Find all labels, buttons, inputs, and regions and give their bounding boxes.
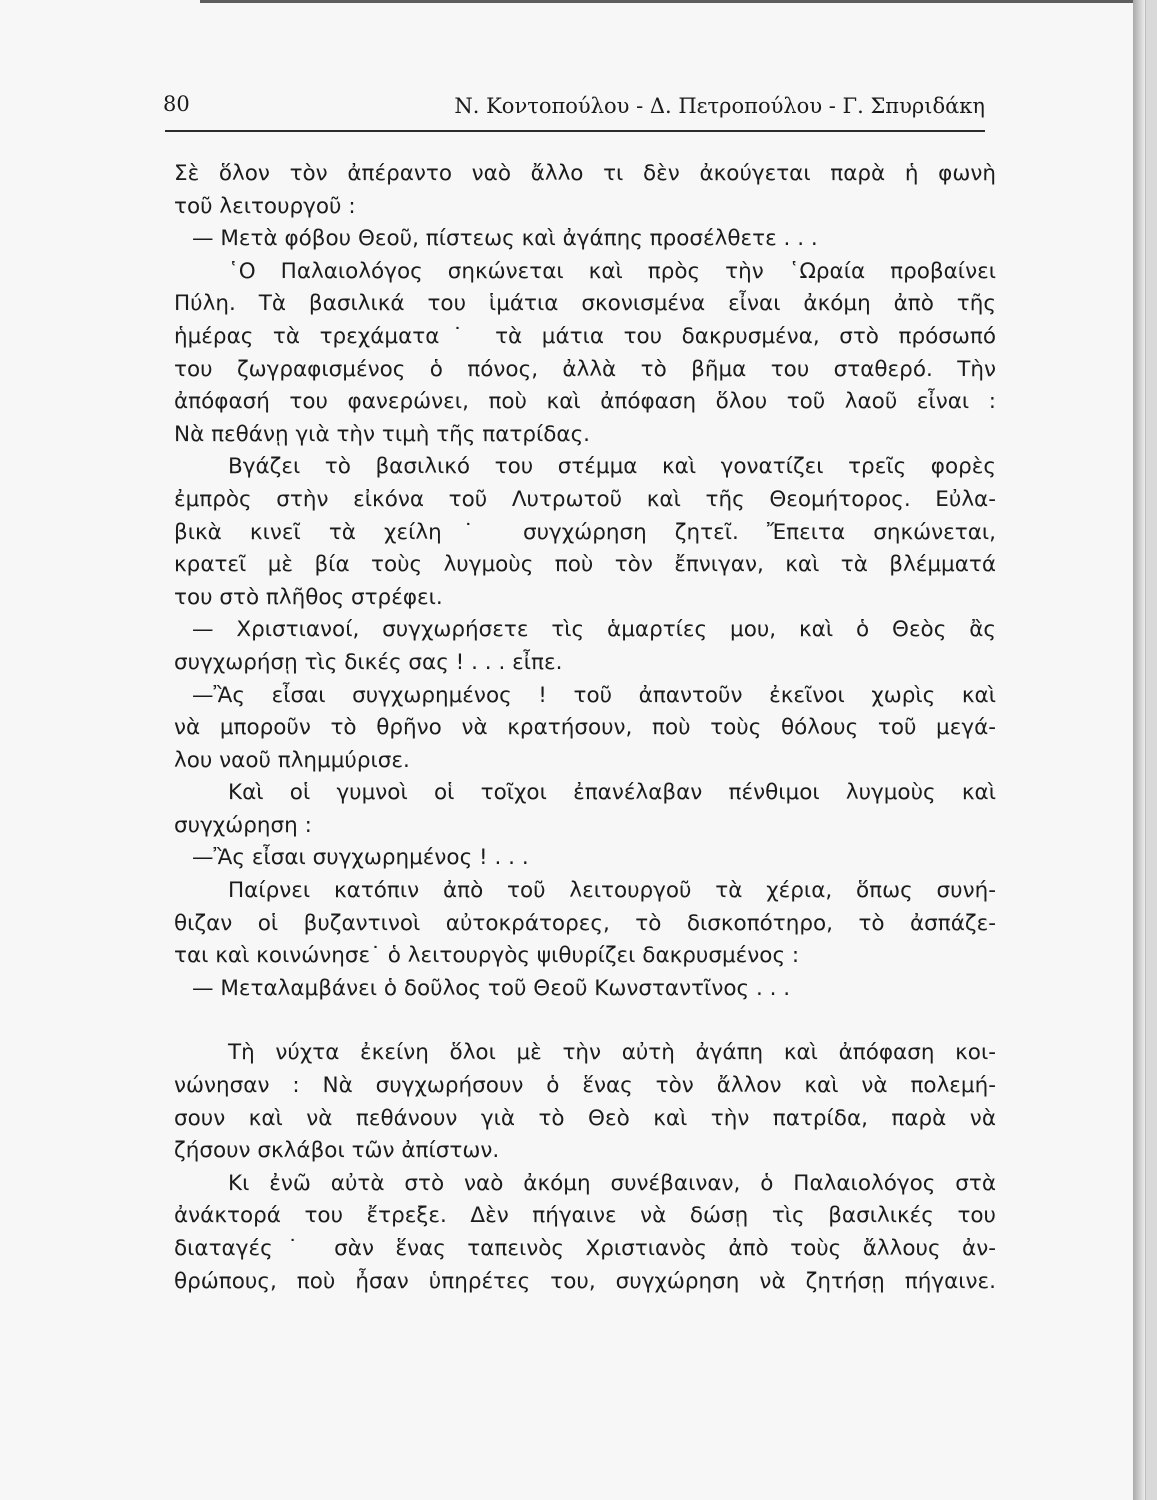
text-line: σουν καὶ νὰ πεθάνουν γιὰ τὸ Θεὸ καὶ τὴν πατρίδα, παρὰ νὰ <box>174 1105 996 1131</box>
text-line: Σὲ ὅλον τὸν ἀπέραντο ναὸ ἄλλο τι δὲν ἀκούγεται παρὰ ἡ φωνὴ <box>174 161 996 186</box>
header-rule <box>165 130 985 132</box>
text-line: του ζωγραφισμένος ὁ πόνος, ἀλλὰ τὸ βῆμα του σταθερό. Τὴν <box>174 356 996 382</box>
text-line: συγχώρηση : <box>174 812 312 838</box>
text-line: —Ἂς εἶσαι συγχωρημένος ! τοῦ ἀπαντοῦν ἐκεῖνοι χωρὶς καὶ <box>192 682 996 708</box>
text-line: — Μεταλαμβάνει ὁ δοῦλος τοῦ Θεοῦ Κωνσταντῖνος . . . <box>192 975 791 1001</box>
text-line: κρατεῖ μὲ βία τοὺς λυγμοὺς ποὺ τὸν ἔπνιγαν, καὶ τὰ βλέμματά <box>174 552 996 578</box>
text-line: διαταγές˙ σὰν ἕνας ταπεινὸς Χριστιανὸς ἀπὸ τοὺς ἄλλους ἀν- <box>174 1236 996 1261</box>
text-line: ῾Ο Παλαιολόγος σηκώνεται καὶ πρὸς τὴν ῾Ωραία προβαίνει <box>228 258 996 284</box>
text-line: τοῦ λειτουργοῦ : <box>174 193 356 219</box>
text-line: ἡμέρας τὰ τρεχάματα˙ τὰ μάτια του δακρυσμένα, στὸ πρόσωπό <box>174 323 996 349</box>
body-text <box>174 158 996 1298</box>
text-line: συγχωρήσῃ τὶς δικές σας ! . . . εἶπε. <box>174 649 563 675</box>
text-line: ται καὶ κοινώνησε˙ ὁ λειτουργὸς ψιθυρίζει δακρυσμένος : <box>174 943 800 969</box>
text-line: βικὰ κινεῖ τὰ χείλη˙ συγχώρηση ζητεῖ. Ἔπειτα σηκώνεται, <box>174 519 996 545</box>
text-line: — Χριστιανοί, συγχωρήσετε τὶς ἁμαρτίες μου, καὶ ὁ Θεὸς ἂς <box>192 617 996 643</box>
text-line: —Ἂς εἶσαι συγχωρημένος ! . . . <box>192 845 529 871</box>
text-line: Παίρνει κατόπιν ἀπὸ τοῦ λειτουργοῦ τὰ χέρια, ὅπως συνή- <box>228 878 996 904</box>
page-binding-edge <box>1133 0 1145 1500</box>
text-line: Νὰ πεθάνῃ γιὰ τὴν τιμὴ τῆς πατρίδας. <box>174 421 591 447</box>
text-line: — Μετὰ φόβου Θεοῦ, πίστεως καὶ ἀγάπης προσέλθετε . . . <box>192 226 818 252</box>
text-line: Βγάζει τὸ βασιλικό του στέμμα καὶ γονατίζει τρεῖς φορὲς <box>228 454 996 480</box>
text-line: Καὶ οἱ γυμνοὶ οἱ τοῖχοι ἐπανέλαβαν πένθιμοι λυγμοὺς καὶ <box>228 780 996 806</box>
running-head: Ν. Κοντοπούλου - Δ. Πετροπούλου - Γ. Σπυριδάκη <box>454 94 985 118</box>
text-line: ἐμπρὸς στὴν εἰκόνα τοῦ Λυτρωτοῦ καὶ τῆς Θεομήτορος. Εὐλα- <box>174 486 996 512</box>
text-line: νὰ μποροῦν τὸ θρῆνο νὰ κρατήσουν, ποὺ τοὺς θόλους τοῦ μεγά- <box>174 715 996 741</box>
text-line: Πύλη. Τὰ βασιλικά του ἱμάτια σκονισμένα εἶναι ἀκόμη ἀπὸ τῆς <box>174 291 996 317</box>
section-gap <box>174 1005 996 1037</box>
text-line: ἀπόφασή του φανερώνει, ποὺ καὶ ἀπόφαση ὅλου τοῦ λαοῦ εἶναι : <box>174 389 996 415</box>
text-line: ἀνάκτορά του ἔτρεξε. Δὲν πήγαινε νὰ δώσῃ τὶς βασιλικές του <box>174 1203 996 1229</box>
text-line: ζήσουν σκλάβοι τῶν ἀπίστων. <box>174 1138 500 1164</box>
text-line: νώνησαν : Νὰ συγχωρήσουν ὁ ἕνας τὸν ἄλλον καὶ νὰ πολεμή- <box>174 1073 996 1099</box>
text-line: θρώπους, ποὺ ἦσαν ὑπηρέτες του, συγχώρηση νὰ ζητήσῃ πήγαινε. <box>174 1268 996 1294</box>
page-number: 80 <box>163 92 190 116</box>
text-line: Τὴ νύχτα ἐκείνη ὅλοι μὲ τὴν αὐτὴ ἀγάπη καὶ ἀπόφαση κοι- <box>228 1040 996 1066</box>
page-top-edge <box>200 0 1133 3</box>
text-line: λου ναοῦ πλημμύρισε. <box>174 747 410 773</box>
text-line: Κι ἐνῶ αὐτὰ στὸ ναὸ ἀκόμη συνέβαιναν, ὁ Παλαιολόγος στὰ <box>228 1170 996 1196</box>
text-line: θιζαν οἱ βυζαντινοὶ αὐτοκράτορες, τὸ δισκοπότηρο, τὸ ἀσπάζε- <box>174 910 996 936</box>
text-line: του στὸ πλῆθος στρέφει. <box>174 584 443 610</box>
